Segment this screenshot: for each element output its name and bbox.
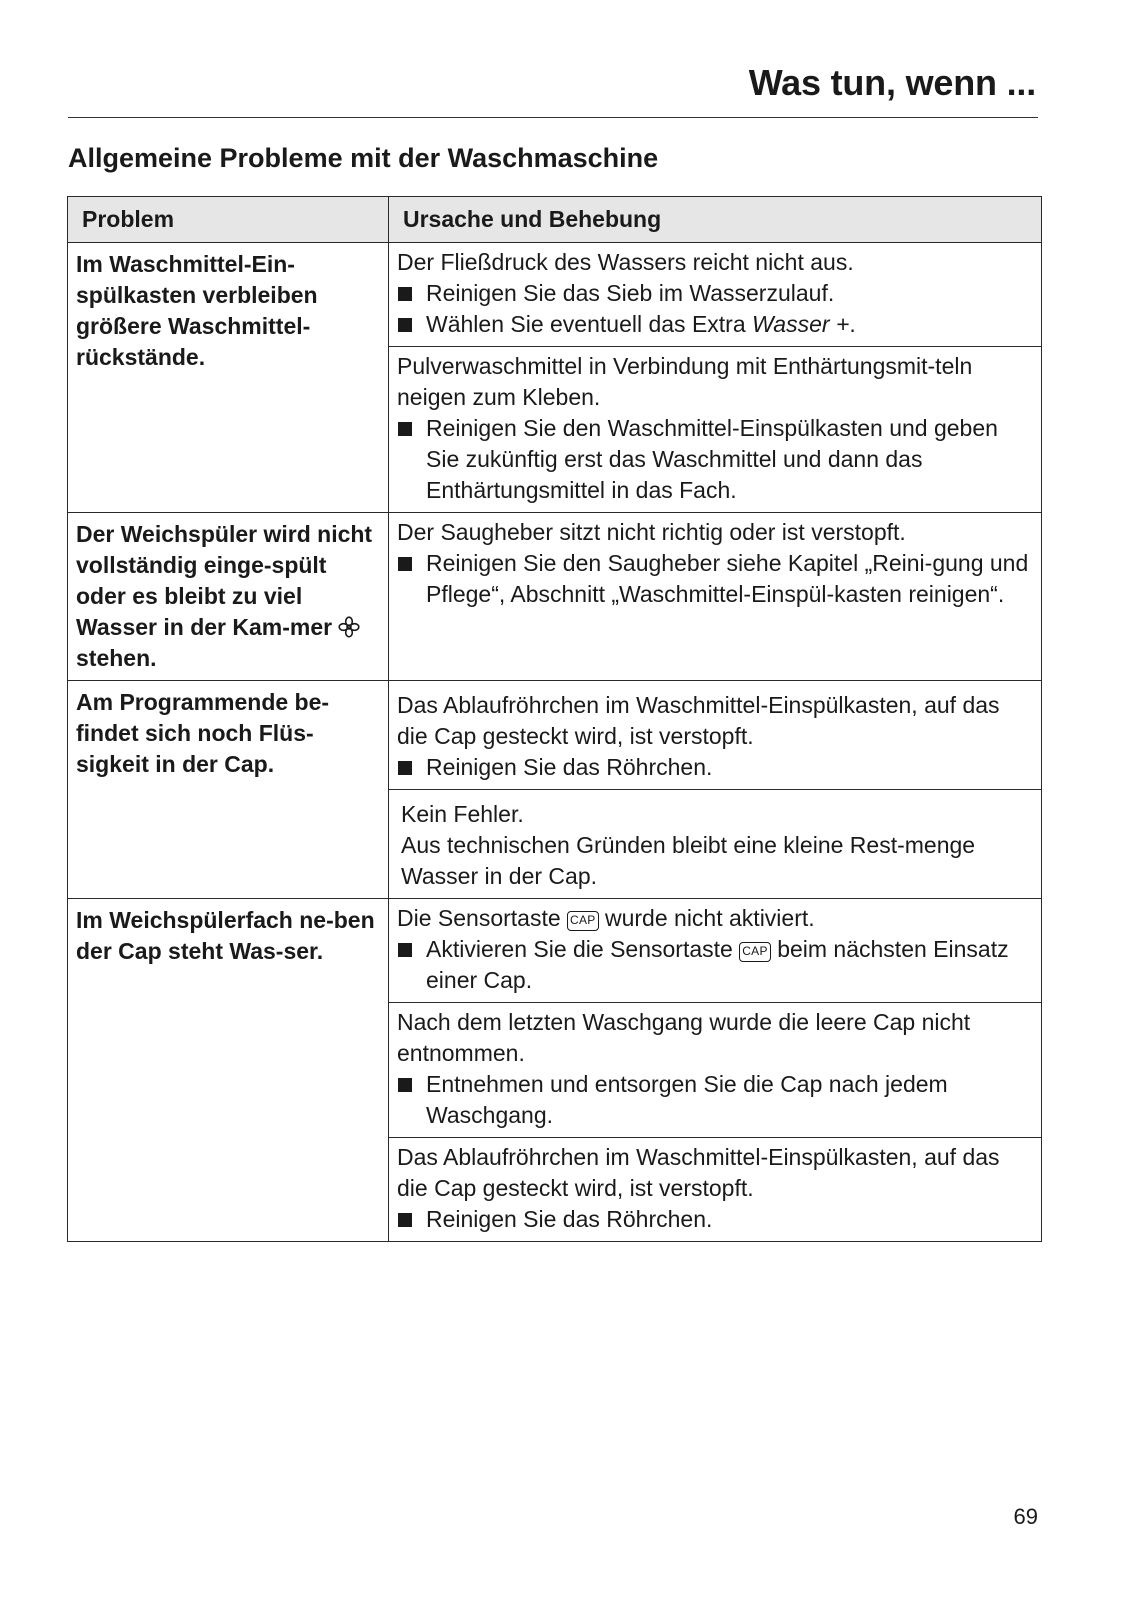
column-header-problem: Problem <box>68 197 389 243</box>
bullet-square-icon <box>397 278 426 309</box>
remedy-item <box>397 278 1031 309</box>
cause-cell <box>389 347 1042 513</box>
problem-text: Der Weichspüler wird nicht vollständig einge-spült oder es bleibt zu viel Wasser in der Kam-mer <box>76 521 373 640</box>
bullet-square-icon <box>397 752 426 783</box>
header-divider <box>68 117 1038 118</box>
cause-cell <box>389 513 1042 681</box>
remedy-item <box>397 934 1031 996</box>
extra-option-name: Wasser + <box>752 311 850 337</box>
cause-cell <box>389 899 1042 1003</box>
remedy-text: Entnehmen und entsorgen Sie die Cap nach jedem Waschgang. <box>426 1071 948 1128</box>
table-header-row <box>68 197 1042 243</box>
bullet-square-icon <box>397 413 426 444</box>
problem-cell: Im Waschmittel-Ein-spülkasten verbleiben größere Waschmittel-rückstände. <box>68 243 389 513</box>
cause-cell <box>389 790 1042 899</box>
cause-text: Das Ablaufröhrchen im Waschmittel-Einspülkasten, auf das die Cap gesteckt wird, ist verstopft. <box>397 692 1000 749</box>
cause-text: Der Saugheber sitzt nicht richtig oder ist verstopft. <box>397 519 906 545</box>
cause-text: Kein Fehler. <box>401 801 524 827</box>
remedy-item <box>397 548 1031 610</box>
remedy-text <box>426 934 1031 996</box>
table-row <box>68 899 1042 1003</box>
remedy-text: Reinigen Sie das Sieb im Wasserzulauf. <box>426 280 835 306</box>
remedy-text <box>426 309 1031 340</box>
cause-cell <box>389 681 1042 790</box>
troubleshooting-table <box>67 196 1042 1242</box>
cause-text: Nach dem letzten Waschgang wurde die leere Cap nicht entnommen. <box>397 1009 971 1066</box>
cause-text: Der Fließdruck des Wassers reicht nicht aus. <box>397 249 854 275</box>
cause-text <box>397 903 1031 934</box>
flower-icon <box>338 616 360 638</box>
cause-cell <box>389 1138 1042 1242</box>
remedy-text-prefix: Aktivieren Sie die Sensortaste <box>426 936 733 962</box>
bullet-square-icon <box>397 1204 426 1235</box>
column-header-cause: Ursache und Behebung <box>389 197 1042 243</box>
problem-cell <box>68 513 389 681</box>
cap-sensor-icon: CAP <box>567 911 599 931</box>
remedy-item <box>397 1069 1031 1131</box>
bullet-square-icon <box>397 934 426 965</box>
remedy-text: Reinigen Sie das Röhrchen. <box>426 1206 713 1232</box>
remedy-item <box>397 752 1031 783</box>
remedy-text: Reinigen Sie den Saugheber siehe Kapitel „Reini-gung und Pflege“, Abschnitt „Waschmittel-Einspül-kasten reinigen“. <box>426 550 1029 607</box>
remedy-text-prefix: Wählen Sie eventuell das Extra <box>426 311 753 337</box>
remedy-text: Reinigen Sie das Röhrchen. <box>426 754 713 780</box>
cause-text: Das Ablaufröhrchen im Waschmittel-Einspülkasten, auf das die Cap gesteckt wird, ist verstopft. <box>397 1144 1000 1201</box>
bullet-square-icon <box>397 1069 426 1100</box>
table-row <box>68 681 1042 790</box>
problem-cell: Am Programmende be-findet sich noch Flüs-sigkeit in der Cap. <box>68 681 389 899</box>
bullet-square-icon <box>397 548 426 579</box>
cause-text-prefix: Die Sensortaste <box>397 905 561 931</box>
remedy-text: Reinigen Sie den Waschmittel-Einspülkasten und geben Sie zukünftig erst das Waschmittel und dann das Enthärtungsmittel in das Fach. <box>426 415 998 503</box>
cause-cell <box>389 243 1042 347</box>
table-row <box>68 513 1042 681</box>
problem-cell: Im Weichspülerfach ne-ben der Cap steht Was-ser. <box>68 899 389 1242</box>
cause-text-suffix: wurde nicht aktiviert. <box>605 905 815 931</box>
cause-cell <box>389 1003 1042 1138</box>
cap-sensor-icon: CAP <box>739 942 771 962</box>
page-header-title: Was tun, wenn ... <box>748 62 1036 103</box>
remedy-item <box>397 413 1031 506</box>
remedy-text-suffix: . <box>849 311 856 337</box>
cause-text: Pulverwaschmittel in Verbindung mit Enthärtungsmit-teln neigen zum Kleben. <box>397 353 973 410</box>
remedy-item <box>397 309 1031 340</box>
cause-text: Aus technischen Gründen bleibt eine kleine Rest-menge Wasser in der Cap. <box>401 832 976 889</box>
page-number: 69 <box>1013 1504 1038 1529</box>
remedy-text-suffix: beim nächsten Einsatz einer Cap. <box>426 936 1009 993</box>
remedy-item <box>397 1204 1031 1235</box>
problem-text-suffix: stehen. <box>76 645 157 671</box>
table-row <box>68 243 1042 347</box>
section-title: Allgemeine Probleme mit der Waschmaschine <box>68 143 659 173</box>
bullet-square-icon <box>397 309 426 340</box>
